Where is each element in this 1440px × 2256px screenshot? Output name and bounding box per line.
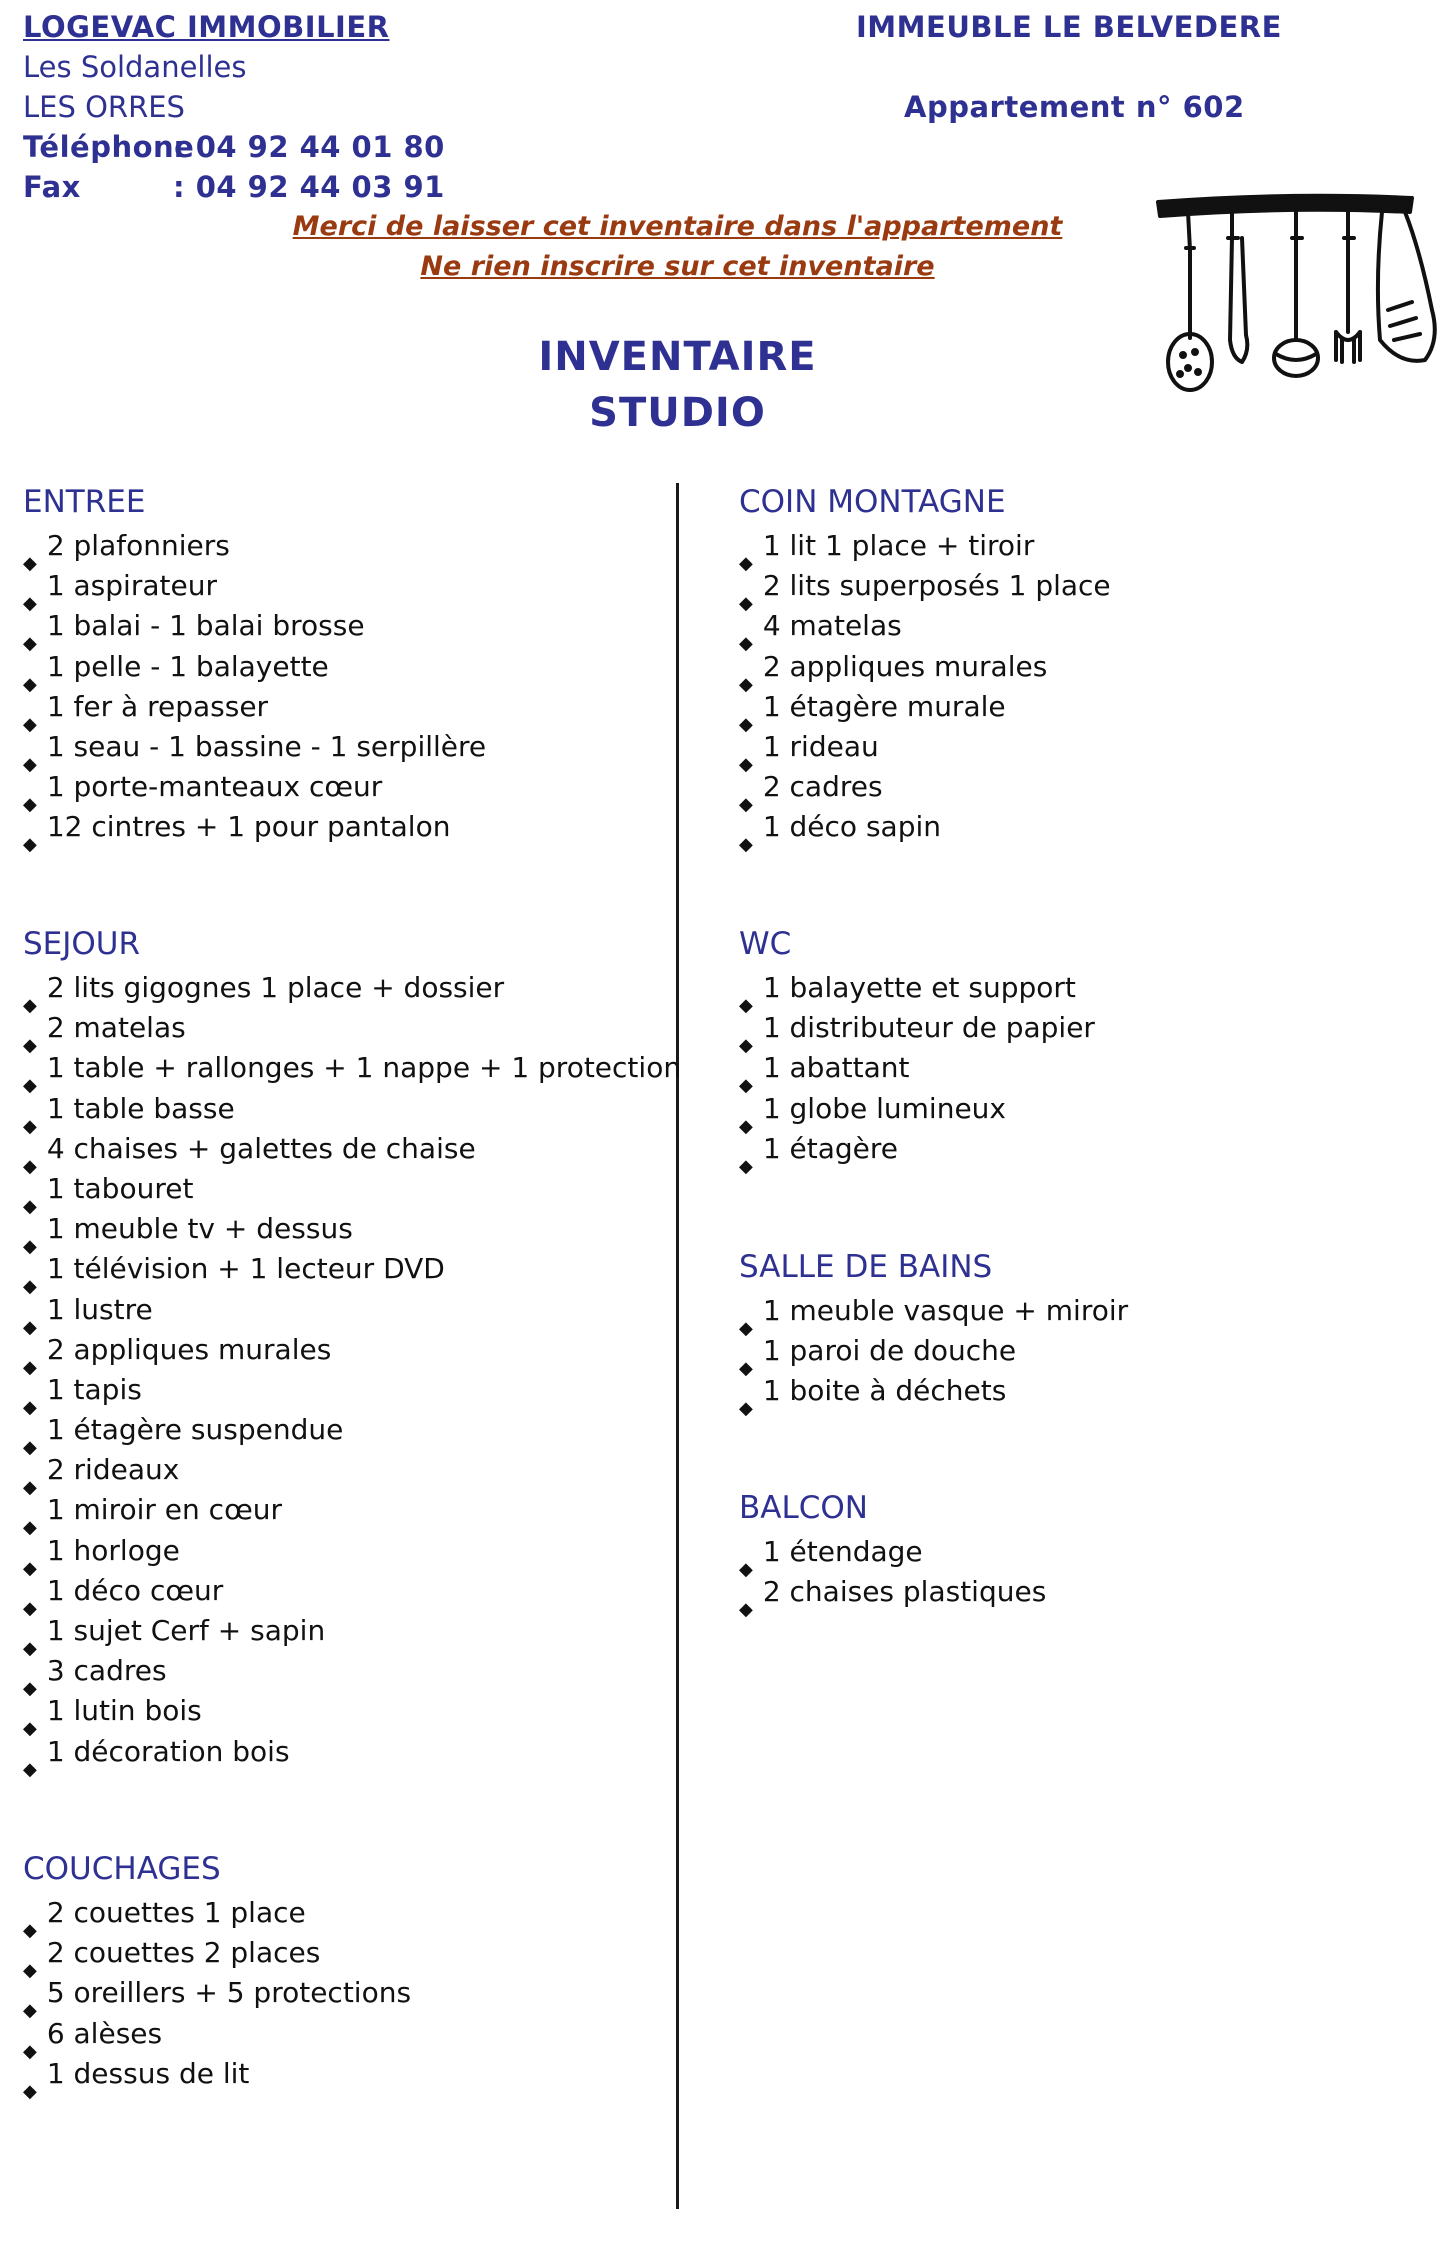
fax-value: : 04 92 44 03 91 — [173, 170, 445, 204]
list-item — [23, 1209, 681, 1249]
item-text: 1 étendage — [762, 1535, 923, 1568]
section-couchages — [23, 1853, 411, 2094]
phone-value: : 04 92 44 01 80 — [173, 130, 445, 164]
list-item — [23, 1048, 681, 1088]
list-item — [23, 606, 486, 646]
item-text: 2 matelas — [46, 1011, 186, 1045]
list-item — [739, 1331, 1128, 1371]
list-item — [739, 606, 1111, 646]
phone-row — [23, 130, 445, 164]
list-item — [23, 566, 486, 606]
fax-label: Fax — [23, 170, 81, 204]
list-item — [23, 1129, 681, 1169]
item-text: 2 rideaux — [46, 1453, 180, 1487]
kitchen-utensils-icon — [1150, 190, 1440, 405]
item-list — [23, 526, 486, 848]
item-text: 1 horloge — [46, 1533, 180, 1567]
list-item — [23, 1490, 681, 1530]
section-balcon — [739, 1492, 1046, 1612]
item-text: 1 étagère murale — [762, 689, 1006, 723]
agency-city: LES ORRES — [23, 90, 185, 124]
item-text: 1 lit 1 place + tiroir — [762, 529, 1035, 562]
page-title: INVENTAIRE — [538, 334, 817, 380]
list-item — [23, 2054, 411, 2094]
list-item — [23, 1893, 411, 1933]
section-title: WC — [739, 926, 792, 962]
page-subtitle: STUDIO — [589, 390, 766, 436]
item-text: 1 lustre — [46, 1292, 153, 1326]
item-text: 1 rideau — [762, 729, 879, 763]
item-text: 1 déco sapin — [762, 810, 941, 844]
list-item — [739, 1532, 1046, 1572]
item-list — [739, 1532, 1046, 1612]
notice-leave-inventory: Merci de laisser cet inventaire dans l'appartement — [292, 211, 1063, 242]
list-item — [739, 1008, 1095, 1048]
item-text: 1 fer à repasser — [46, 689, 269, 723]
list-item — [739, 968, 1095, 1008]
item-text: 2 lits gigognes 1 place + dossier — [46, 971, 505, 1004]
list-item — [23, 1290, 681, 1330]
fax-row — [23, 170, 445, 204]
list-item — [23, 1933, 411, 1973]
list-item — [739, 1291, 1128, 1331]
item-text: 1 sujet Cerf + sapin — [46, 1614, 326, 1647]
list-item — [23, 1330, 681, 1370]
item-text: 1 miroir en cœur — [46, 1493, 282, 1527]
item-text: 1 porte-manteaux cœur — [46, 770, 383, 804]
item-text: 1 distributeur de papier — [762, 1011, 1095, 1045]
list-item — [23, 1651, 681, 1691]
notice-no-writing: Ne rien inscrire sur cet inventaire — [420, 251, 935, 282]
item-text: 2 couettes 1 place — [46, 1896, 306, 1929]
item-text: 1 balai - 1 balai brosse — [46, 609, 365, 643]
list-item — [23, 1611, 681, 1651]
list-item — [739, 1129, 1095, 1169]
agency-street: Les Soldanelles — [23, 50, 247, 84]
section-title: BALCON — [739, 1490, 868, 1526]
list-item — [23, 1008, 681, 1048]
list-item — [23, 526, 486, 566]
section-sejour — [23, 928, 681, 1772]
list-item — [23, 687, 486, 727]
item-text: 2 appliques murales — [46, 1332, 332, 1366]
item-text: 1 dessus de lit — [46, 2056, 250, 2090]
item-text: 1 tabouret — [46, 1171, 194, 1205]
item-text: 2 chaises plastiques — [762, 1575, 1047, 1609]
item-text: 1 meuble tv + dessus — [46, 1212, 353, 1246]
list-item — [23, 1089, 681, 1129]
item-text: 1 balayette et support — [762, 971, 1076, 1004]
list-item — [739, 566, 1111, 606]
list-item — [739, 767, 1111, 807]
item-text: 1 étagère suspendue — [46, 1413, 344, 1447]
item-text: 6 alèses — [46, 2016, 163, 2050]
list-item — [23, 1732, 681, 1772]
item-text: 1 étagère — [762, 1131, 899, 1165]
list-item — [23, 1973, 411, 2013]
section-title: COIN MONTAGNE — [739, 484, 1006, 520]
item-list — [739, 968, 1095, 1169]
phone-label: Téléphone — [23, 130, 195, 164]
item-text: 1 paroi de douche — [762, 1334, 1017, 1368]
item-text: 3 cadres — [46, 1654, 167, 1688]
list-item — [23, 1691, 681, 1731]
item-text: 2 couettes 2 places — [46, 1936, 321, 1970]
section-title: ENTREE — [23, 484, 146, 520]
item-text: 1 abattant — [762, 1051, 910, 1085]
list-item — [739, 526, 1111, 566]
section-salle-de-bains — [739, 1251, 1128, 1412]
item-text: 1 boite à déchets — [762, 1374, 1007, 1408]
building-name: IMMEUBLE LE BELVEDERE — [856, 10, 1282, 44]
list-item — [739, 647, 1111, 687]
item-text: 1 télévision + 1 lecteur DVD — [46, 1252, 445, 1286]
item-text: 1 seau - 1 bassine - 1 serpillère — [46, 729, 487, 763]
item-list — [23, 1893, 411, 2094]
list-item — [23, 1249, 681, 1289]
list-item — [23, 968, 681, 1008]
item-text: 1 globe lumineux — [762, 1091, 1006, 1125]
item-text: 2 appliques murales — [762, 649, 1048, 683]
item-text: 4 matelas — [762, 609, 902, 643]
list-item — [23, 1410, 681, 1450]
list-item — [23, 1531, 681, 1571]
item-text: 1 aspirateur — [46, 569, 217, 603]
list-item — [23, 727, 486, 767]
section-title: COUCHAGES — [23, 1851, 221, 1887]
list-item — [23, 1571, 681, 1611]
section-coin-montagne — [739, 486, 1111, 848]
list-item — [23, 767, 486, 807]
list-item — [23, 1169, 681, 1209]
item-text: 4 chaises + galettes de chaise — [46, 1131, 476, 1165]
list-item — [739, 1089, 1095, 1129]
item-text: 1 pelle - 1 balayette — [46, 649, 329, 683]
item-list — [739, 1291, 1128, 1412]
item-list — [739, 526, 1111, 848]
item-list — [23, 968, 681, 1772]
section-entree — [23, 486, 486, 848]
item-text: 2 plafonniers — [46, 529, 230, 562]
item-text: 1 lutin bois — [46, 1694, 202, 1728]
item-text: 1 décoration bois — [46, 1734, 290, 1768]
list-item — [23, 2014, 411, 2054]
item-text: 1 table + rallonges + 1 nappe + 1 protection — [46, 1051, 682, 1085]
item-text: 1 table basse — [46, 1091, 235, 1125]
item-text: 2 cadres — [762, 770, 883, 804]
agency-name: LOGEVAC IMMOBILIER — [23, 10, 390, 44]
list-item — [739, 687, 1111, 727]
item-text: 5 oreillers + 5 protections — [46, 1976, 412, 2010]
list-item — [739, 727, 1111, 767]
item-text: 1 meuble vasque + miroir — [762, 1294, 1129, 1327]
item-text: 1 tapis — [46, 1372, 142, 1406]
section-wc — [739, 928, 1095, 1169]
list-item — [739, 1048, 1095, 1088]
list-item — [739, 1572, 1046, 1612]
list-item — [23, 1370, 681, 1410]
list-item — [23, 1450, 681, 1490]
item-text: 12 cintres + 1 pour pantalon — [46, 810, 451, 844]
item-text: 2 lits superposés 1 place — [762, 569, 1111, 603]
list-item — [739, 807, 1111, 847]
list-item — [23, 807, 486, 847]
item-text: 1 déco cœur — [46, 1573, 224, 1607]
list-item — [23, 647, 486, 687]
apartment-number: Appartement n° 602 — [904, 90, 1245, 124]
section-title: SEJOUR — [23, 926, 141, 962]
list-item — [739, 1371, 1128, 1411]
section-title: SALLE DE BAINS — [739, 1249, 993, 1285]
